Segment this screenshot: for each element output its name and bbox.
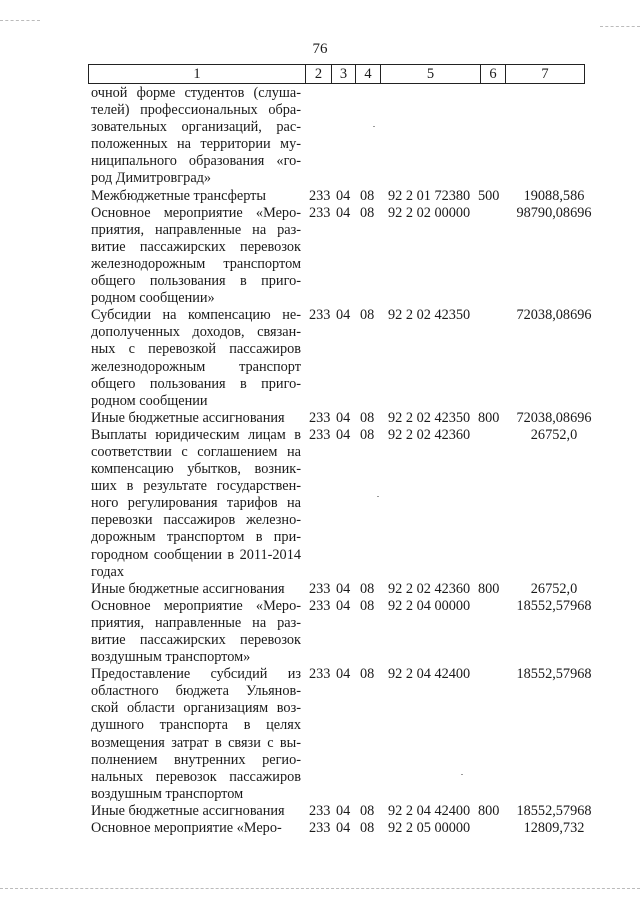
- column-header-table: [88, 64, 585, 84]
- column-header-6: 6: [481, 65, 506, 84]
- row-name: Основное мероприятие «Меро-приятия, направленные на раз-витие пассажирских перевозок железнодорожным транспортом общего пользования в приго-родном сообщении»: [91, 204, 301, 307]
- row-col3: 04: [336, 580, 351, 597]
- row-col3: 04: [336, 307, 351, 324]
- row-col2: 233: [309, 187, 331, 204]
- column-header-4: 4: [356, 65, 381, 84]
- row-col4: 08: [360, 426, 375, 443]
- row-name: очной форме студентов (слуша-телей) профессиональных обра-зовательных организаций, рас-положенных на территории му-ниципального образования «го-род Димитровград»: [91, 85, 301, 187]
- row-col5: 92 2 05 00000: [388, 820, 471, 837]
- scan-edge-line: [0, 20, 40, 22]
- row-col5: 92 2 02 42360: [388, 426, 471, 443]
- table-row: [0, 581, 640, 598]
- scan-speck: [373, 126, 375, 127]
- row-col5: 92 2 02 42360: [388, 580, 471, 597]
- table-row: [0, 803, 640, 820]
- row-col7: 98790,08696: [516, 204, 592, 221]
- row-col4: 08: [360, 666, 375, 683]
- row-col4: 08: [360, 187, 375, 204]
- row-col5: 92 2 04 42400: [388, 802, 471, 819]
- scan-speck: [377, 496, 379, 497]
- row-col7: 72038,08696: [516, 307, 592, 324]
- row-col6: 500: [478, 187, 500, 204]
- table-row: [0, 85, 640, 188]
- table-row: [0, 410, 640, 427]
- row-name: Субсидии на компенсацию не-дополученных доходов, связан-ных с перевозкой пассажиров железнодорожным транспорт общего пользования в приго-родном сообщении: [91, 307, 301, 409]
- row-col7: 12809,732: [523, 820, 585, 837]
- row-name: Основное мероприятие «Меро-приятия, направленные на раз-витие пассажирских перевозок воздушным транспортом»: [91, 597, 301, 666]
- row-col2: 233: [309, 666, 331, 683]
- row-col2: 233: [309, 204, 331, 221]
- row-col7: 18552,57968: [516, 802, 592, 819]
- row-col2: 233: [309, 426, 331, 443]
- row-col5: 92 2 02 42350: [388, 307, 471, 324]
- row-col2: 233: [309, 802, 331, 819]
- row-name: Межбюджетные трансферты: [91, 187, 267, 204]
- row-col5: 92 2 01 72380: [388, 187, 471, 204]
- row-col5: 92 2 04 00000: [388, 597, 471, 614]
- row-col2: 233: [309, 307, 331, 324]
- column-header-2: 2: [306, 65, 332, 84]
- budget-table-body: [0, 85, 640, 837]
- row-name: Иные бюджетные ассигнования: [91, 409, 285, 426]
- table-row: [0, 188, 640, 205]
- row-col6: 800: [478, 580, 500, 597]
- column-header-7: 7: [506, 65, 585, 84]
- scan-speck: [461, 774, 463, 775]
- row-col7: 26752,0: [530, 580, 578, 597]
- row-col7: 72038,08696: [516, 409, 592, 426]
- page-number: 76: [312, 41, 328, 57]
- row-col7: 19088,586: [523, 187, 585, 204]
- table-row: [0, 666, 640, 803]
- table-row: [0, 307, 640, 410]
- column-header-1: 1: [89, 65, 306, 84]
- column-header-row: [89, 65, 585, 84]
- row-col3: 04: [336, 802, 351, 819]
- row-name: Предоставление субсидий из областного бюджета Ульянов-ской области организациям воз-душного транспорта в целях возмещения затрат в связи с вы-полнением внутренних регио-нальных перевозок пассажиров воздушным транспортом: [91, 666, 301, 802]
- row-col5: 92 2 02 42350: [388, 409, 471, 426]
- row-col3: 04: [336, 820, 351, 837]
- row-col3: 04: [336, 426, 351, 443]
- table-row: [0, 598, 640, 666]
- row-col2: 233: [309, 820, 331, 837]
- row-col3: 04: [336, 597, 351, 614]
- table-row: [0, 427, 640, 581]
- row-col3: 04: [336, 666, 351, 683]
- row-col6: 800: [478, 409, 500, 426]
- column-header-5: 5: [381, 65, 481, 84]
- row-name: Иные бюджетные ассигнования: [91, 580, 285, 597]
- row-col4: 08: [360, 597, 375, 614]
- row-col4: 08: [360, 802, 375, 819]
- table-row: [0, 820, 640, 837]
- table-row: [0, 205, 640, 308]
- row-col4: 08: [360, 580, 375, 597]
- row-col3: 04: [336, 409, 351, 426]
- row-name: Основное мероприятие «Меро-: [91, 820, 282, 837]
- row-name: Выплаты юридическим лицам в соответствии с соглашением на компенсацию убытков, возник-ших в результате государствен-ного регулирования тарифов на перевозки пассажиров железно-дорожным транспортом в при-городном сообщении в 2011-2014 годах: [91, 426, 301, 580]
- row-col2: 233: [309, 580, 331, 597]
- row-col3: 04: [336, 204, 351, 221]
- row-col4: 08: [360, 409, 375, 426]
- row-col7: 18552,57968: [516, 597, 592, 614]
- row-col2: 233: [309, 409, 331, 426]
- row-col7: 26752,0: [530, 426, 578, 443]
- row-col5: 92 2 02 00000: [388, 204, 471, 221]
- row-col4: 08: [360, 204, 375, 221]
- row-col4: 08: [360, 820, 375, 837]
- row-col7: 18552,57968: [516, 666, 592, 683]
- row-col5: 92 2 04 42400: [388, 666, 471, 683]
- scan-edge-line: [600, 26, 640, 28]
- row-col3: 04: [336, 187, 351, 204]
- row-col2: 233: [309, 597, 331, 614]
- row-col4: 08: [360, 307, 375, 324]
- row-col6: 800: [478, 802, 500, 819]
- scan-edge-line: [0, 888, 640, 890]
- row-name: Иные бюджетные ассигнования: [91, 802, 285, 819]
- column-header-3: 3: [332, 65, 356, 84]
